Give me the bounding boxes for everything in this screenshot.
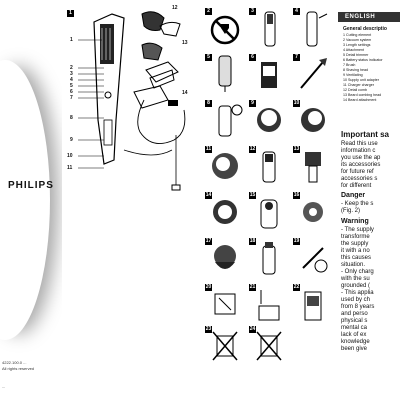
figure-number: 6 [249,54,256,61]
part-label: 2 [70,65,73,71]
brand-logo-text: PHILIPS [8,180,54,191]
figure-number: 17 [205,238,212,244]
part-label: 7 [70,95,73,101]
part-label: 8 [70,115,73,121]
part-label: 1 [70,37,73,43]
part-label: 6 [70,89,73,95]
warning-line: knowledge [341,339,370,345]
part-label: 3 [70,71,73,77]
warning-line: been give [341,346,368,352]
parts-list-item: 14 Beard attachment [343,98,377,102]
figure-number: 4 [293,8,300,15]
warning-line: transforme [341,234,370,240]
danger-heading: Danger [341,192,366,199]
parts-list-item: 4 Attachment [343,48,364,52]
figure-cell [249,54,289,94]
parts-list-item: 3 Length settings [343,43,371,47]
language-header: ENGLISH [338,12,400,22]
figure-cell [205,238,245,278]
figure-cell [249,192,289,232]
intro-line: accessories s [341,176,378,182]
parts-list-item: 2 Vacuum system [343,38,372,42]
parts-list [343,33,383,103]
figure-cell [205,326,245,366]
part-label: 14 [182,90,188,96]
warning-line: - The supply [341,227,374,233]
parts-list-item: 13 Beard combing head [343,93,382,97]
danger-line: (Fig. 2) [341,208,361,214]
part-label: 11 [67,165,73,171]
warning-line: it with a no [341,248,370,254]
parts-list-item: 6 Battery status indicator [343,58,383,62]
parts-list-item: 12 Detail comb [343,88,367,92]
figure-number: 16 [293,192,300,198]
figure-cell [205,100,245,140]
parts-list-item: 1 Cutting element [343,33,372,37]
figure-cell [249,8,289,48]
warning-line: with the su [341,276,370,282]
warning-line: grounded ( [341,283,371,289]
figure-number: 11 [205,146,212,152]
figure-cell [249,146,289,186]
warning-line: this causes [341,255,372,261]
figure-number: 15 [249,192,256,198]
figure-number: 8 [205,100,212,107]
part-label: 10 [67,153,73,159]
figure-number: 19 [293,238,300,244]
figure-cell [249,100,289,140]
figure-number: 9 [249,100,256,107]
figure-cell [293,284,333,324]
figure-number: 21 [249,284,256,290]
danger-line: - Keep the s [341,201,374,207]
figure-number: 22 [293,284,300,290]
warning-text [341,227,374,353]
footer-line: ... [2,384,6,389]
figure-cell [205,146,245,186]
figure-cell [249,326,289,366]
part-label: 5 [70,83,73,89]
figure-cell [205,284,245,324]
danger-text [341,201,373,215]
warning-line: - Only charg [341,269,374,275]
instruction-figure-grid [205,8,335,353]
intro-line: its accessories [341,162,381,168]
figure-number: 23 [205,326,212,332]
figure-cell [249,284,289,324]
intro-line: you use the ap [341,155,381,161]
part-label: 4 [70,77,73,83]
figure-cell [293,8,333,48]
figure-number: 24 [249,326,256,332]
warning-line: situation. [341,262,366,268]
warning-line: used by ch [341,297,371,303]
important-safety-heading: Important sa [341,130,390,139]
parts-list-item: 7 Brush [343,63,356,67]
figure-number: 1 [67,10,74,17]
warning-line: and perso [341,311,368,317]
figure-1-parts-diagram [64,0,194,240]
warning-line: mental ca [341,325,368,331]
intro-text [341,141,380,190]
part-label: 12 [172,5,178,11]
warning-line: the supply [341,241,369,247]
part-label: 9 [70,137,73,143]
figure-cell [205,192,245,232]
general-description-heading: General descriptio [343,26,387,32]
figure-cell [293,146,333,186]
warning-line: from 8 years [341,304,375,310]
warning-line: physical s [341,318,368,324]
figure-number: 5 [205,54,212,61]
part-label: 13 [182,40,188,46]
intro-line: information c [341,148,376,154]
figure-number: 20 [205,284,212,290]
figure-cell [293,100,333,140]
figure-number: 13 [293,146,300,152]
parts-list-item: 9 Ventilating [343,73,363,77]
figure-cell [293,192,333,232]
shaver-line-drawing [64,0,194,240]
cover-panel [0,0,62,400]
figure-number: 18 [249,238,256,244]
parts-list-item: 11 Charger charger [343,83,374,87]
parts-list-item: 10 Supply unit adapter [343,78,379,82]
warning-line: lack of ex [341,332,367,338]
parts-list-item: 5 Detail trimmer [343,53,369,57]
figure-number: 12 [249,146,256,152]
warning-line: - This applia [341,290,374,296]
footer-line: All rights reserved [2,366,35,371]
figure-cell [205,54,245,94]
figure-number: 10 [293,100,300,106]
footer-line: 4222.100.0 ... [2,360,27,365]
cover-swoosh-graphic [0,60,50,340]
figure-number: 3 [249,8,256,15]
intro-line: for future ref [341,169,374,175]
figure-number: 7 [293,54,300,61]
intro-line: for different [341,183,372,189]
parts-list-item: 8 Shaving head [343,68,368,72]
figure-cell [293,54,333,94]
figure-number: 14 [205,192,212,198]
figure-cell [205,8,245,48]
figure-number: 2 [205,8,212,15]
figure-cell [249,238,289,278]
intro-line: Read this use [341,141,378,147]
warning-heading: Warning [341,218,369,225]
figure-cell [293,238,333,278]
